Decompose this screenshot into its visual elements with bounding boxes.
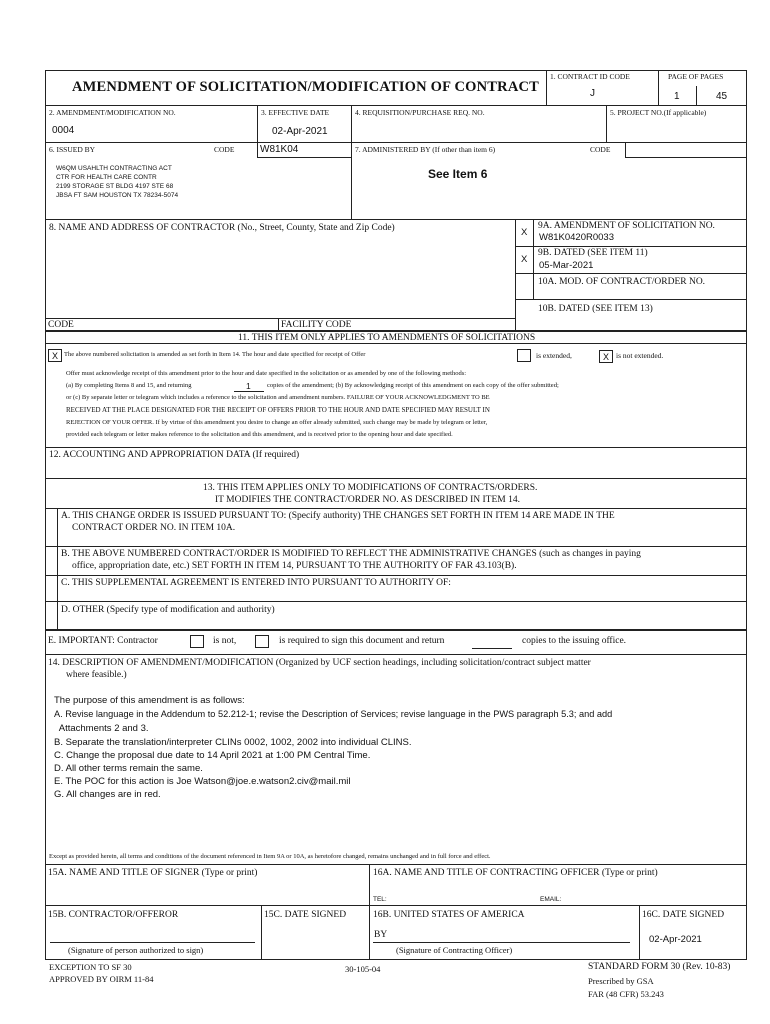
item-e-is-required-label: is required to sign this document and return (279, 636, 445, 646)
signature-officer-caption: (Signature of Contracting Officer) (396, 945, 513, 955)
form-title: AMENDMENT OF SOLICITATION/MODIFICATION OF CONTRACT (72, 79, 540, 95)
description-line-1: A. Revise language in the Addendum to 52.212-1; revise the Description of Services; revise language in the PWS paragraph 5.3; and add (54, 709, 613, 719)
item-e-copies-label: copies to the issuing office. (522, 636, 627, 646)
effective-date-value: 02-Apr-2021 (272, 126, 328, 137)
item16a-label: 16A. NAME AND TITLE OF CONTRACTING OFFICER (Type or print) (373, 868, 658, 878)
contract-id-code-label: 1. CONTRACT ID CODE (550, 72, 630, 81)
signature-person-caption: (Signature of person authorized to sign) (68, 945, 204, 955)
by-label: BY (374, 930, 388, 940)
code-row-label: CODE (48, 320, 74, 330)
issuer-line-1: W6QM USAHLTH CONTRACTING ACT (56, 165, 172, 172)
contract-id-code-value: J (590, 88, 595, 99)
email-label: EMAIL: (540, 896, 562, 903)
see-item-note: See Item 6 (428, 167, 488, 181)
item9a-label: 9A. AMENDMENT OF SOLICITATION NO. (538, 221, 715, 231)
item-e-is-not-label: is not, (213, 636, 237, 646)
is-not-extended-label: is not extended. (616, 351, 664, 360)
copies-returned-value: 1 (246, 381, 251, 391)
project-no-label: 5. PROJECT NO.(If applicable) (610, 108, 707, 117)
item11-amended-checkbox[interactable]: X (48, 349, 62, 362)
issuer-line-2: CTR FOR HEALTH CARE CONTR (56, 174, 157, 181)
facility-code-label: FACILITY CODE (281, 320, 352, 330)
item-e-is-not-checkbox[interactable] (190, 635, 204, 648)
description-line-2: Attachments 2 and 3. (54, 723, 149, 734)
is-extended-label: is extended, (536, 351, 572, 360)
except-text: Except as provided herein, all terms and conditions of the document referenced in Item 9A or 10A, as heretofore changed, remains unchanged and in full force and effect. (49, 853, 491, 860)
item16c-label: 16C. DATE SIGNED (642, 910, 725, 920)
page-number: 1 (674, 91, 680, 102)
amendment-no-value: 0004 (52, 125, 75, 136)
item11-para-0: Offer must acknowledge receipt of this amendment prior to the hour and date specified in the solicitation or as amended by one of the following methods: (66, 370, 467, 377)
date-signed-value: 02-Apr-2021 (649, 934, 702, 945)
effective-date-label: 3. EFFECTIVE DATE (261, 108, 330, 117)
is-extended-checkbox[interactable] (517, 349, 531, 362)
item15b-label: 15B. CONTRACTOR/OFFEROR (48, 910, 179, 920)
page-count: 45 (716, 91, 728, 102)
item11-para-1: (a) By completing Items 8 and 15, and returning (66, 382, 192, 389)
description-line-0: The purpose of this amendment is as follows: (54, 695, 245, 706)
item13a-line-1: A. THIS CHANGE ORDER IS ISSUED PURSUANT TO: (Specify authority) THE CHANGES SET FORTH IN ITEM 14 ARE MADE IN THE (61, 511, 615, 521)
item11-para-6: provided each telegram or letter makes reference to the solicitation and this amendment, and is received prior to the opening hour and date specified. (66, 431, 453, 438)
item9a-value: W81K0420R0033 (539, 232, 614, 243)
page-of-pages-label: PAGE OF PAGES (668, 72, 724, 81)
footer-right-3: FAR (48 CFR) 53.243 (588, 989, 664, 999)
item11-para-5: REJECTION OF YOUR OFFER. If by virtue of this amendment you desire to change an offer already submitted, such change may be made by telegram or letter, (66, 419, 488, 426)
administered-code-label: CODE (590, 145, 611, 154)
footer-center: 30-105-04 (345, 964, 381, 974)
item10b-label: 10B. DATED (SEE ITEM 13) (538, 304, 653, 314)
item13d-line: D. OTHER (Specify type of modification and authority) (61, 605, 275, 615)
administered-by-label: 7. ADMINISTERED BY (If other than item 6) (355, 145, 496, 154)
footer-right-1: STANDARD FORM 30 (Rev. 10-83) (588, 962, 731, 972)
item9b-mark: X (521, 254, 528, 265)
issuer-line-3: 2199 STORAGE ST BLDG 4197 STE 68 (56, 183, 174, 190)
item14-line-2: where feasible.) (66, 670, 127, 680)
administered-code-field (625, 142, 747, 158)
description-line-4: C. Change the proposal due date to 14 April 2021 at 1:00 PM Central Time. (54, 750, 371, 761)
issued-by-label: 6. ISSUED BY (49, 145, 96, 154)
item15a-label: 15A. NAME AND TITLE OF SIGNER (Type or print) (48, 868, 258, 878)
footer-left-2: APPROVED BY OIRM 11-84 (49, 974, 154, 984)
item-e-copies-field[interactable] (472, 648, 512, 649)
item13b-line-1: B. THE ABOVE NUMBERED CONTRACT/ORDER IS MODIFIED TO REFLECT THE ADMINISTRATIVE CHANGES (such as changes in paying (61, 549, 641, 559)
issued-code-label: CODE (214, 145, 235, 154)
item11-heading: 11. THIS ITEM ONLY APPLIES TO AMENDMENTS OF SOLICITATIONS (238, 333, 536, 343)
item9b-value: 05-Mar-2021 (539, 260, 594, 271)
item13b-line-2: office, appropriation date, etc.) SET FORTH IN ITEM 14, PURSUANT TO THE AUTHORITY OF FAR 43.103(B). (72, 561, 517, 571)
item13a-line-2: CONTRACT ORDER NO. IN ITEM 10A. (72, 523, 236, 533)
item11-text-1: The above numbered solicitation is amended as set forth in Item 14. The hour and date specified for receipt of Offer (64, 351, 366, 358)
item13c-line: C. THIS SUPPLEMENTAL AGREEMENT IS ENTERED INTO PURSUANT TO AUTHORITY OF: (61, 578, 451, 588)
amendment-no-label: 2. AMENDMENT/MODIFICATION NO. (49, 108, 176, 117)
item11-para-4: RECEIVED AT THE PLACE DESIGNATED FOR THE RECEIPT OF OFFERS PRIOR TO THE HOUR AND DATE SPECIFIED MAY RESULT IN (66, 406, 490, 414)
description-line-6: E. The POC for this action is Joe Watson@joe.e.watson2.civ@mail.mil (54, 776, 351, 787)
contractor-label: 8. NAME AND ADDRESS OF CONTRACTOR (No., Street, County, State and Zip Code) (49, 223, 395, 233)
item9a-mark: X (521, 227, 528, 238)
item16b-label: 16B. UNITED STATES OF AMERICA (373, 910, 525, 920)
item11-para-2: copies of the amendment; (b) By acknowledging receipt of this amendment on each copy of the offer submitted; (267, 382, 559, 389)
item9b-label: 9B. DATED (SEE ITEM 11) (538, 248, 648, 258)
item10a-label: 10A. MOD. OF CONTRACT/ORDER NO. (538, 277, 706, 287)
footer-right-2: Prescribed by GSA (588, 976, 654, 986)
item13-heading-1: 13. THIS ITEM APPLIES ONLY TO MODIFICATIONS OF CONTRACTS/ORDERS. (203, 483, 538, 493)
is-not-extended-checkbox[interactable]: X (599, 350, 613, 363)
description-line-5: D. All other terms remain the same. (54, 763, 203, 774)
item-e-label: E. IMPORTANT: Contractor (48, 636, 158, 646)
requisition-label: 4. REQUISITION/PURCHASE REQ. NO. (355, 108, 485, 117)
tel-label: TEL: (373, 896, 387, 903)
item14-line-1: 14. DESCRIPTION OF AMENDMENT/MODIFICATION (Organized by UCF section headings, including solicitation/contract subject matter (48, 658, 591, 668)
description-line-3: B. Separate the translation/interpreter CLINs 0002, 1002, 2002 into individual CLINS. (54, 737, 412, 748)
footer-left-1: EXCEPTION TO SF 30 (49, 962, 132, 972)
item13-heading-2: IT MODIFIES THE CONTRACT/ORDER NO. AS DESCRIBED IN ITEM 14. (215, 495, 520, 505)
item15c-label: 15C. DATE SIGNED (264, 910, 347, 920)
officer-signature-line[interactable] (373, 942, 630, 943)
contractor-signature-line[interactable] (50, 942, 255, 943)
description-line-7: G. All changes are in red. (54, 789, 161, 800)
issuer-line-4: JBSA FT SAM HOUSTON TX 78234-5074 (56, 192, 179, 199)
item12-label: 12. ACCOUNTING AND APPROPRIATION DATA (If required) (49, 450, 300, 460)
item-e-is-required-checkbox[interactable] (255, 635, 269, 648)
issued-code-value: W81K04 (260, 144, 299, 155)
item11-para-3: or (c) By separate letter or telegram which includes a reference to the solicitation and amendment numbers. FAILURE OF YOUR ACKNOWLEDGMENT TO BE (66, 394, 490, 401)
